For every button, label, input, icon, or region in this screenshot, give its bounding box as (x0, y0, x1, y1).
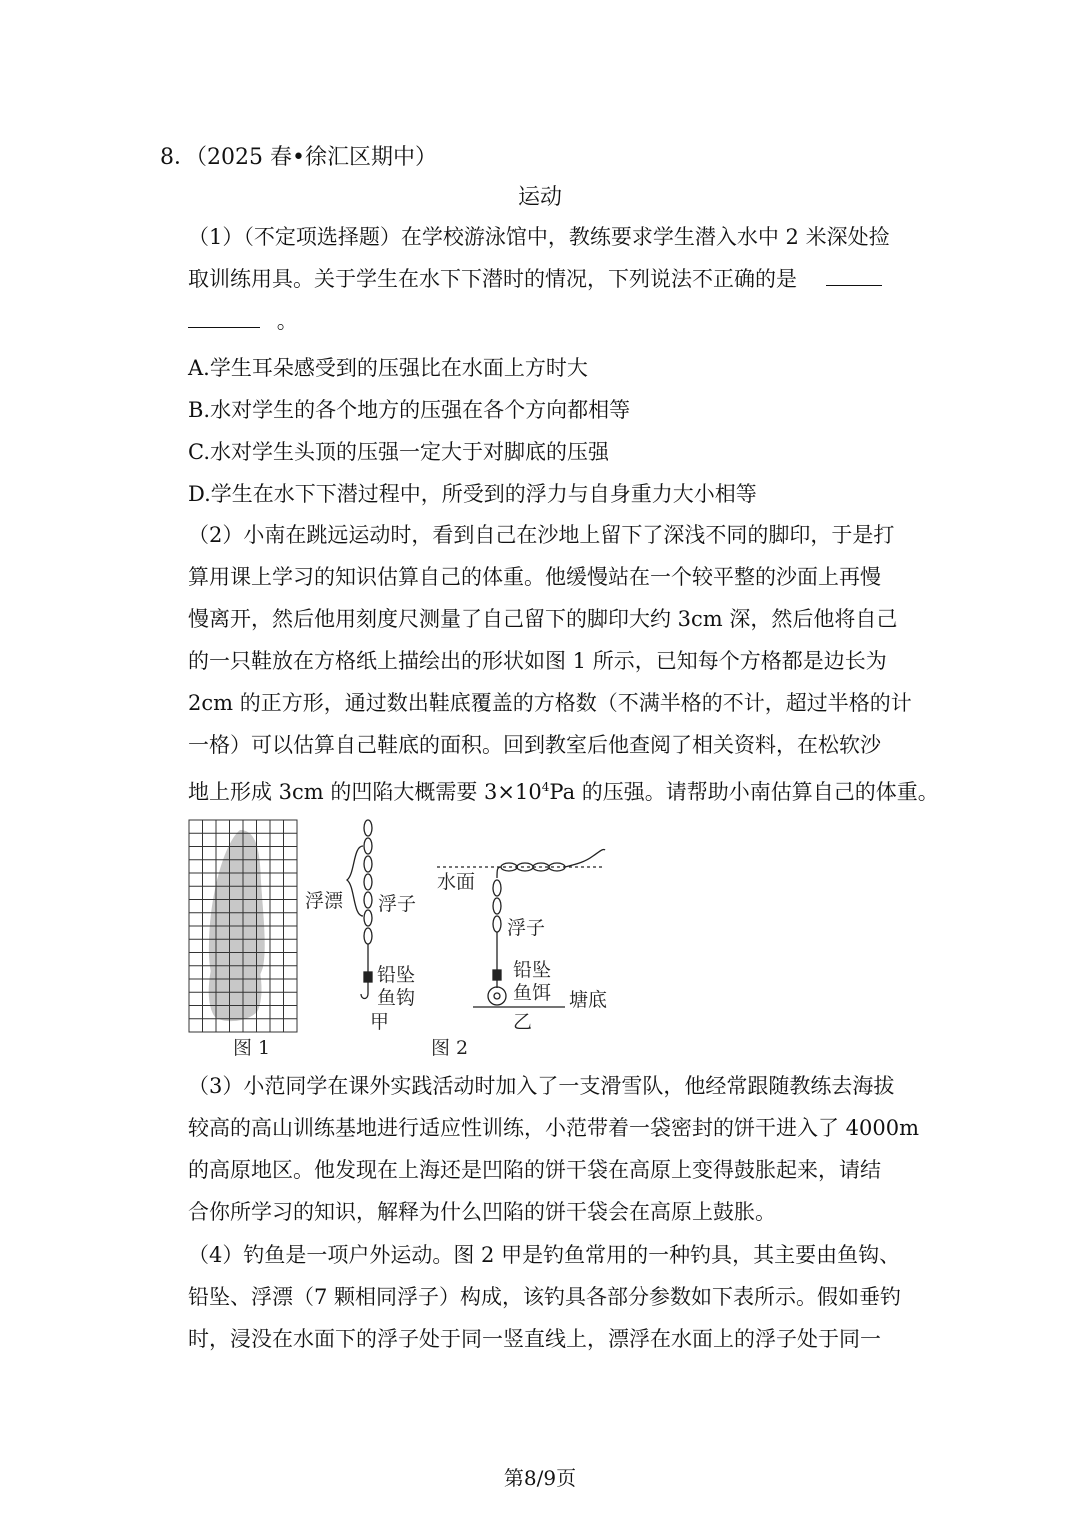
part3-line: （3）小范同学在课外实践活动时加入了一支滑雪队，他经常跟随教练去海拔 (188, 1074, 895, 1098)
sinker-yi (493, 970, 501, 980)
part1-line (188, 300, 920, 342)
yi-label: 乙 (513, 1011, 533, 1033)
answer-blank-cont[interactable] (188, 307, 260, 328)
part2-text (188, 514, 939, 813)
part4-text (188, 1234, 920, 1360)
part2-line: 算用课上学习的知识估算自己的体重。他缓慢站在一个较平整的沙面上再慢 (188, 565, 881, 589)
part1-line (188, 258, 920, 300)
figures (185, 812, 625, 1067)
floater-label-2: 浮子 (507, 917, 546, 939)
floater-label: 浮子 (378, 893, 417, 915)
option-c: C.水对学生头顶的压强一定大于对脚底的压强 (188, 440, 609, 464)
part1-line-text: 取训练用具。关于学生在水下下潜时的情况，下列说法不正确的是 (188, 267, 797, 291)
float-brace (347, 846, 363, 916)
question-title: 运动 (517, 185, 562, 210)
part3-text (188, 1065, 920, 1233)
hook-jia (361, 982, 368, 999)
water-surface-label: 水面 (437, 871, 476, 893)
hook-label: 鱼钩 (377, 987, 416, 1009)
option-d: D.学生在水下下潜过程中，所受到的浮力与自身重力大小相等 (188, 482, 757, 506)
part1-text (188, 216, 920, 342)
page-number: 第8/9页 (503, 1466, 577, 1490)
shoe-heel (209, 962, 262, 1021)
exponent: 4 (541, 780, 550, 794)
pond-bottom-label: 塘底 (569, 989, 608, 1011)
part3-line: 合你所学习的知识，解释为什么凹陷的饼干袋会在高原上鼓胀。 (188, 1200, 776, 1224)
fishing-line (565, 849, 605, 867)
figure1-grid (189, 820, 297, 1032)
part2-line: 慢离开，然后他用刻度尺测量了自己留下的脚印大约 3cm 深，然后他将自己 (188, 607, 898, 631)
part4-line: （4）钓鱼是一项户外运动。图 2 甲是钓鱼常用的一种钓具，其主要由鱼钩、 (188, 1243, 901, 1267)
jia-label: 甲 (370, 1011, 390, 1033)
grid-lines (189, 820, 297, 1032)
figure2-jia (347, 820, 372, 999)
part1-line: （1）（不定项选择题）在学校游泳馆中，教练要求学生潜入水中 2 米深处捡 (188, 225, 890, 249)
part2-line: 2cm 的正方形，通过数出鞋底覆盖的方格数（不满半格的不计，超过半格的计 (188, 691, 912, 715)
fig1-caption: 图 1 (233, 1037, 271, 1059)
part2-last-a: 地上形成 3cm 的凹陷大概需要 3×10 (188, 780, 542, 804)
part2-last-b: Pa 的压强。请帮助小南估算自己的体重。 (549, 780, 939, 804)
sinker-label: 铅坠 (377, 964, 416, 986)
part2-line: （2）小南在跳远运动时，看到自己在沙地上留下了深浅不同的脚印，于是打 (188, 523, 895, 547)
part2-line (188, 766, 939, 813)
sinker-label-2: 铅坠 (513, 959, 552, 981)
part3-line: 较高的高山训练基地进行适应性训练，小范带着一袋密封的饼干进入了 4000m (188, 1116, 920, 1140)
fig2-caption: 图 2 (431, 1037, 469, 1059)
part4-line: 铅坠、浮漂（7 颗相同浮子）构成，该钓具各部分参数如下表所示。假如垂钓 (188, 1285, 902, 1309)
part3-line: 的高原地区。他发现在上海还是凹陷的饼干袋在高原上变得鼓胀起来，请结 (188, 1158, 881, 1182)
option-a: A.学生耳朵感受到的压强比在水面上方时大 (188, 356, 588, 380)
part2-line: 的一只鞋放在方格纸上描绘出的形状如图 1 所示，已知每个方格都是边长为 (188, 649, 887, 673)
option-b: B.水对学生的各个地方的压强在各个方向都相等 (188, 398, 631, 422)
bait-circle (488, 987, 506, 1005)
answer-blank[interactable] (826, 265, 882, 286)
sinker-jia (364, 972, 372, 982)
part2-line: 一格）可以估算自己鞋底的面积。回到教室后他查阅了相关资料，在松软沙 (188, 733, 881, 757)
part4-line: 时，浸没在水面下的浮子处于同一竖直线上，漂浮在水面上的浮子处于同一 (188, 1327, 881, 1351)
question-number: 8．（2025 春•徐汇区期中） (160, 145, 437, 170)
period: 。 (276, 309, 298, 333)
float-label: 浮漂 (305, 890, 344, 912)
bait-label: 鱼饵 (513, 982, 552, 1004)
